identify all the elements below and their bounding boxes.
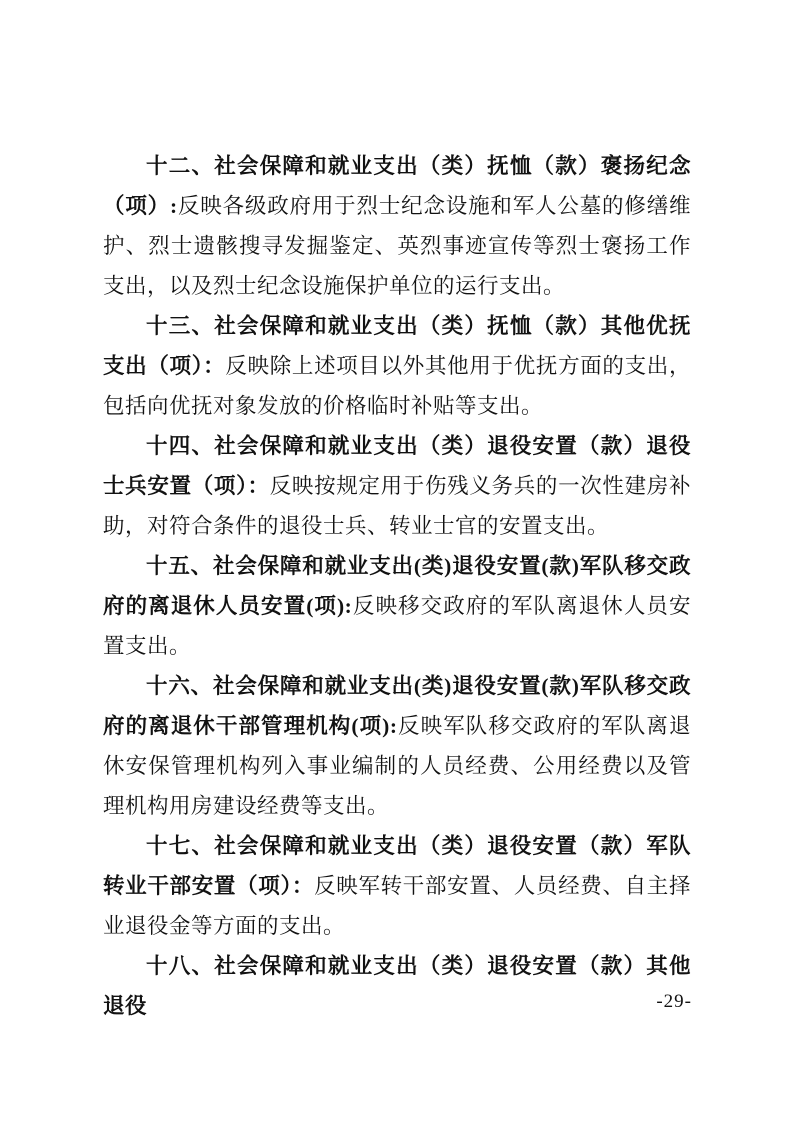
paragraph-18 — [103, 946, 691, 1026]
paragraph-13-body: 反映除上述项目以外其他用于优抚方面的支出，包括向优抚对象发放的价格临时补贴等支出。 — [103, 354, 691, 418]
paragraph-17-body: 反映军转干部安置、人员经费、自主择业退役金等方面的支出。 — [103, 874, 691, 938]
paragraph-15-body: 反映移交政府的军队离退休人员安置支出。 — [103, 594, 691, 658]
paragraph-16 — [103, 666, 691, 826]
paragraph-12-heading: 十二、社会保障和就业支出（类）抚恤（款）褒扬纪念（项）: — [103, 154, 691, 218]
paragraph-14-body: 反映按规定用于伤残义务兵的一次性建房补助，对符合条件的退役士兵、转业士官的安置支出。 — [103, 474, 691, 538]
paragraph-17 — [103, 826, 691, 946]
paragraph-18-heading: 十八、社会保障和就业支出（类）退役安置（款）其他退役 — [103, 954, 691, 1018]
paragraph-16-body: 反映军队移交政府的军队离退休安保管理机构列入事业编制的人员经费、公用经费以及管理机构用房建设经费等支出。 — [103, 714, 691, 818]
paragraph-17-heading: 十七、社会保障和就业支出（类）退役安置（款）军队转业干部安置（项）： — [103, 834, 691, 898]
paragraph-13-heading: 十三、社会保障和就业支出（类）抚恤（款）其他优抚支出（项）： — [103, 314, 691, 378]
paragraph-16-heading: 十六、社会保障和就业支出(类)退役安置(款)军队移交政府的离退休干部管理机构(项): — [103, 674, 691, 738]
paragraph-13 — [103, 306, 691, 426]
paragraph-14 — [103, 426, 691, 546]
text-block — [103, 146, 691, 1026]
page-number: -29- — [656, 991, 692, 1012]
paragraph-15 — [103, 546, 691, 666]
paragraph-12 — [103, 146, 691, 306]
paragraph-15-heading: 十五、社会保障和就业支出(类)退役安置(款)军队移交政府的离退休人员安置(项): — [103, 554, 691, 618]
paragraph-14-heading: 十四、社会保障和就业支出（类）退役安置（款）退役士兵安置（项）： — [103, 434, 691, 498]
paragraph-12-body: 反映各级政府用于烈士纪念设施和军人公墓的修缮维护、烈士遗骸搜寻发掘鉴定、英烈事迹宣传等烈士褒扬工作支出，以及烈士纪念设施保护单位的运行支出。 — [103, 194, 691, 298]
